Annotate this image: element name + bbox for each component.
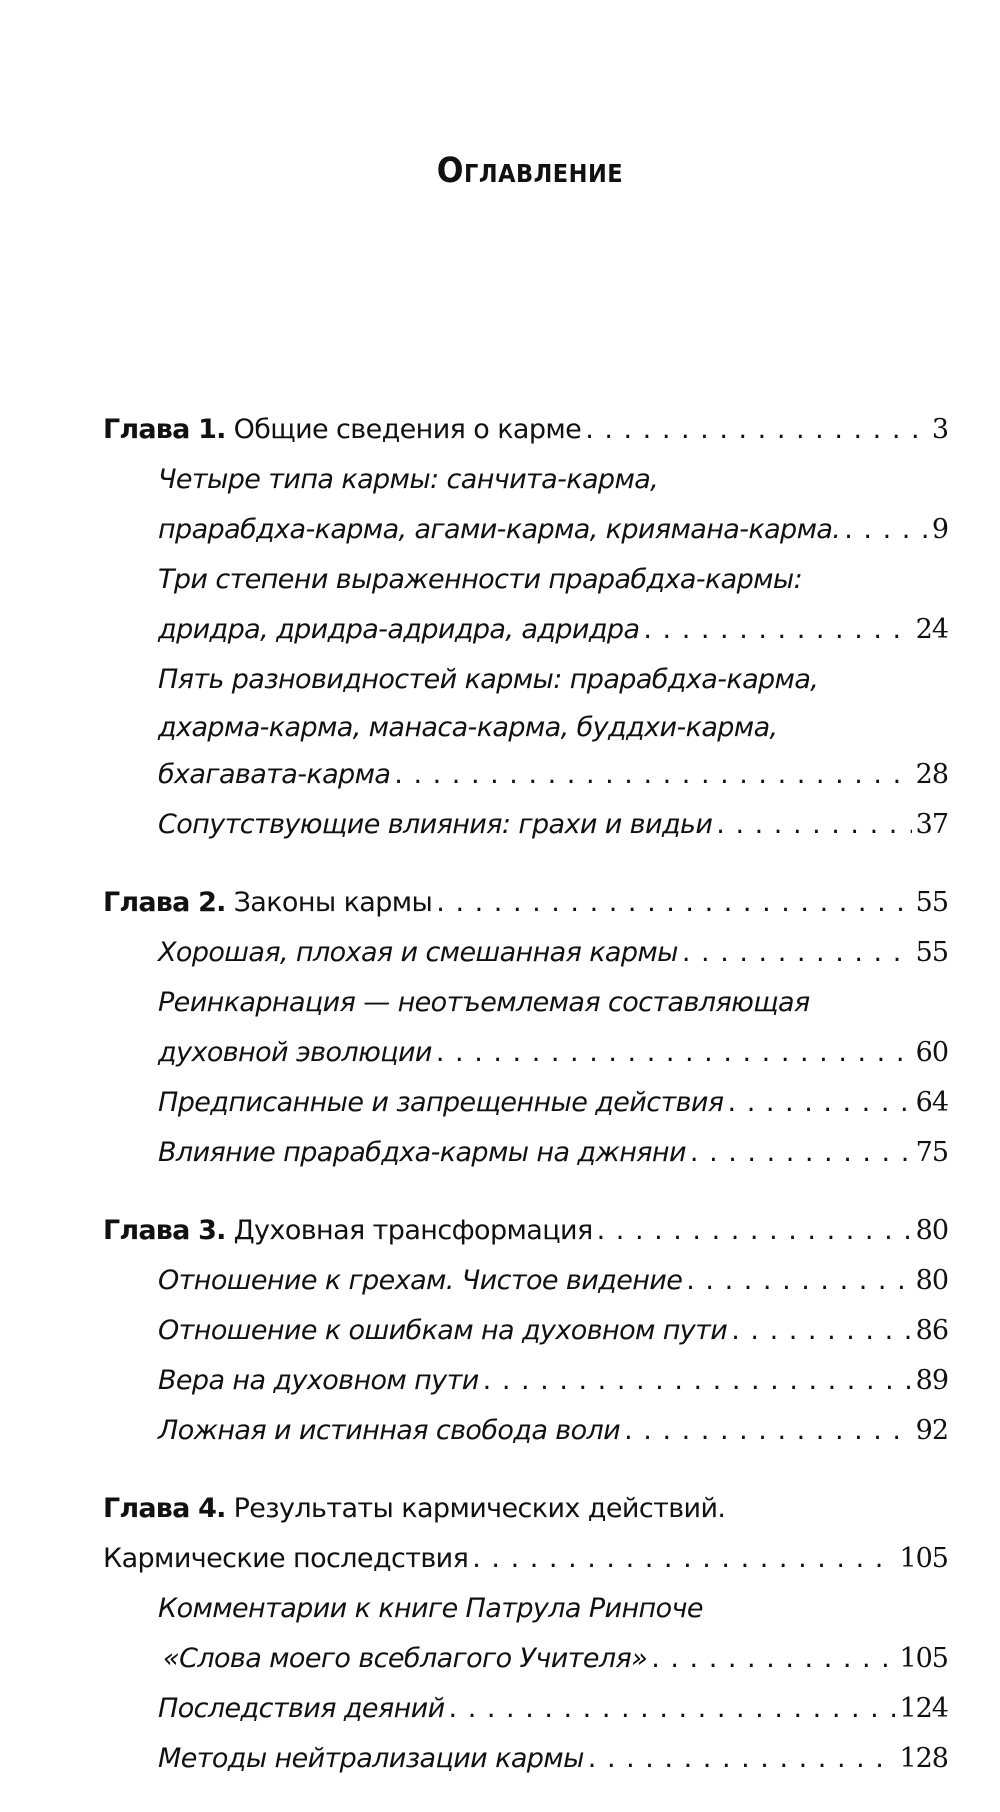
entry-text: Методы нейтрализации кармы [158, 1743, 584, 1774]
toc-entry-continued[interactable] [103, 505, 948, 555]
toc-entry-continued[interactable] [103, 705, 948, 750]
dot-leader [728, 1078, 912, 1128]
page-number: 80 [915, 1265, 948, 1296]
page-number: 24 [915, 614, 948, 645]
entry-text: Отношение к ошибкам на духовном пути [158, 1315, 728, 1346]
dot-leader [597, 1206, 912, 1256]
dot-leader [483, 1356, 912, 1406]
page-number: 80 [915, 1215, 948, 1246]
dot-leader [449, 1684, 896, 1734]
page-number: 60 [915, 1037, 948, 1068]
chapter-heading[interactable] [103, 1484, 948, 1534]
entry-text: Хорошая, плохая и смешанная кармы [158, 937, 678, 968]
dot-leader [472, 1534, 895, 1584]
toc-entry[interactable] [103, 555, 948, 605]
chapter-label: Глава 4. [103, 1493, 226, 1524]
chapter-heading[interactable] [103, 405, 948, 455]
page-number: 55 [915, 937, 948, 968]
chapter-title: Общие сведения о карме [233, 414, 582, 445]
entry-text: Сопутствующие влияния: грахи и видьи [158, 809, 713, 840]
page-number: 105 [899, 1543, 948, 1574]
chapter-title: Духовная трансформация [233, 1215, 593, 1246]
chapter-heading-continued[interactable] [103, 1534, 948, 1584]
page-number: 55 [915, 887, 948, 918]
toc-entry[interactable] [103, 1406, 948, 1456]
dot-leader [686, 1256, 911, 1306]
entry-text: дхарма-карма, манаса-карма, буддхи-карма, [158, 712, 778, 743]
chapter-2 [103, 878, 948, 1178]
toc-entry-continued[interactable] [103, 1028, 948, 1078]
dot-leader [588, 1734, 896, 1784]
page-number: 75 [915, 1137, 948, 1168]
toc-entry[interactable] [103, 1128, 948, 1178]
toc-entry-continued[interactable] [103, 750, 948, 800]
entry-text: Четыре типа кармы: санчита-карма, [158, 464, 659, 495]
dot-leader [682, 928, 912, 978]
page-number: 92 [915, 1415, 948, 1446]
chapter-label: Глава 1. [103, 414, 226, 445]
chapter-title: Кармические последствия [103, 1543, 469, 1574]
chapter-label: Глава 2. [103, 887, 226, 918]
toc-entry[interactable] [103, 1584, 948, 1634]
entry-text: Пять разновидностей кармы: прарабдха-карма, [158, 664, 819, 695]
page-number: 124 [899, 1693, 948, 1724]
page-number: 89 [915, 1365, 948, 1396]
entry-text: Ложная и истинная свобода воли [158, 1415, 621, 1446]
dot-leader [651, 1634, 895, 1684]
dot-leader [624, 1406, 912, 1456]
toc-entry[interactable] [103, 1306, 948, 1356]
page-number: 64 [915, 1087, 948, 1118]
chapter-label: Глава 3. [103, 1215, 226, 1246]
entry-text: Отношение к грехам. Чистое видение [158, 1265, 683, 1296]
toc-entry[interactable] [103, 655, 948, 705]
dot-leader [844, 505, 928, 555]
entry-text: прарабдха-карма, агами-карма, криямана-карма. [158, 514, 841, 545]
dot-leader [690, 1128, 912, 1178]
toc-entry[interactable] [103, 455, 948, 505]
entry-text: Последствия деяний [158, 1693, 445, 1724]
chapter-title: Результаты кармических действий. [233, 1493, 726, 1524]
toc-entry[interactable] [103, 1256, 948, 1306]
toc-entry[interactable] [103, 800, 948, 850]
dot-leader [643, 605, 911, 655]
page-number: 3 [931, 414, 948, 445]
entry-text: Вера на духовном пути [158, 1365, 479, 1396]
entry-text: дридра, дридра-адридра, адридра [158, 614, 640, 645]
toc-entry[interactable] [103, 928, 948, 978]
toc-entry[interactable] [103, 1078, 948, 1128]
chapter-title: Законы кармы [233, 887, 433, 918]
entry-text: Три степени выраженности прарабдха-кармы: [158, 564, 803, 595]
page-number: 86 [915, 1315, 948, 1346]
chapter-3 [103, 1206, 948, 1456]
toc-entry[interactable] [103, 1684, 948, 1734]
toc-entry[interactable] [103, 1734, 948, 1784]
dot-leader [394, 750, 911, 800]
dot-leader [731, 1306, 911, 1356]
chapter-heading[interactable] [103, 1206, 948, 1256]
toc-entry[interactable] [103, 1356, 948, 1406]
entry-text: Реинкарнация — неотъемлемая составляющая [158, 987, 810, 1018]
entry-text: «Слова моего всеблагого Учителя» [163, 1643, 648, 1674]
entry-text: Предписанные и запрещенные действия [158, 1087, 724, 1118]
page-number: 37 [915, 809, 948, 840]
page-number: 28 [915, 759, 948, 790]
chapter-4 [103, 1484, 948, 1784]
dot-leader [436, 878, 911, 928]
toc-entry-continued[interactable] [103, 605, 948, 655]
table-of-contents [103, 405, 948, 1812]
toc-entry-continued[interactable] [103, 1634, 948, 1684]
chapter-heading[interactable] [103, 878, 948, 928]
entry-text: Влияние прарабдха-кармы на джняни [158, 1137, 686, 1168]
entry-text: духовной эволюции [158, 1037, 432, 1068]
dot-leader [436, 1028, 912, 1078]
page-title: Оглавление [436, 151, 624, 192]
toc-entry[interactable] [103, 978, 948, 1028]
page-number: 105 [899, 1643, 948, 1674]
dot-leader [716, 800, 911, 850]
page-number: 9 [931, 514, 948, 545]
dot-leader [585, 405, 928, 455]
page-number: 128 [899, 1743, 948, 1774]
chapter-1 [103, 405, 948, 850]
entry-text: бхагавата-карма [158, 759, 391, 790]
entry-text: Комментарии к книге Патрула Ринпоче [158, 1593, 703, 1624]
